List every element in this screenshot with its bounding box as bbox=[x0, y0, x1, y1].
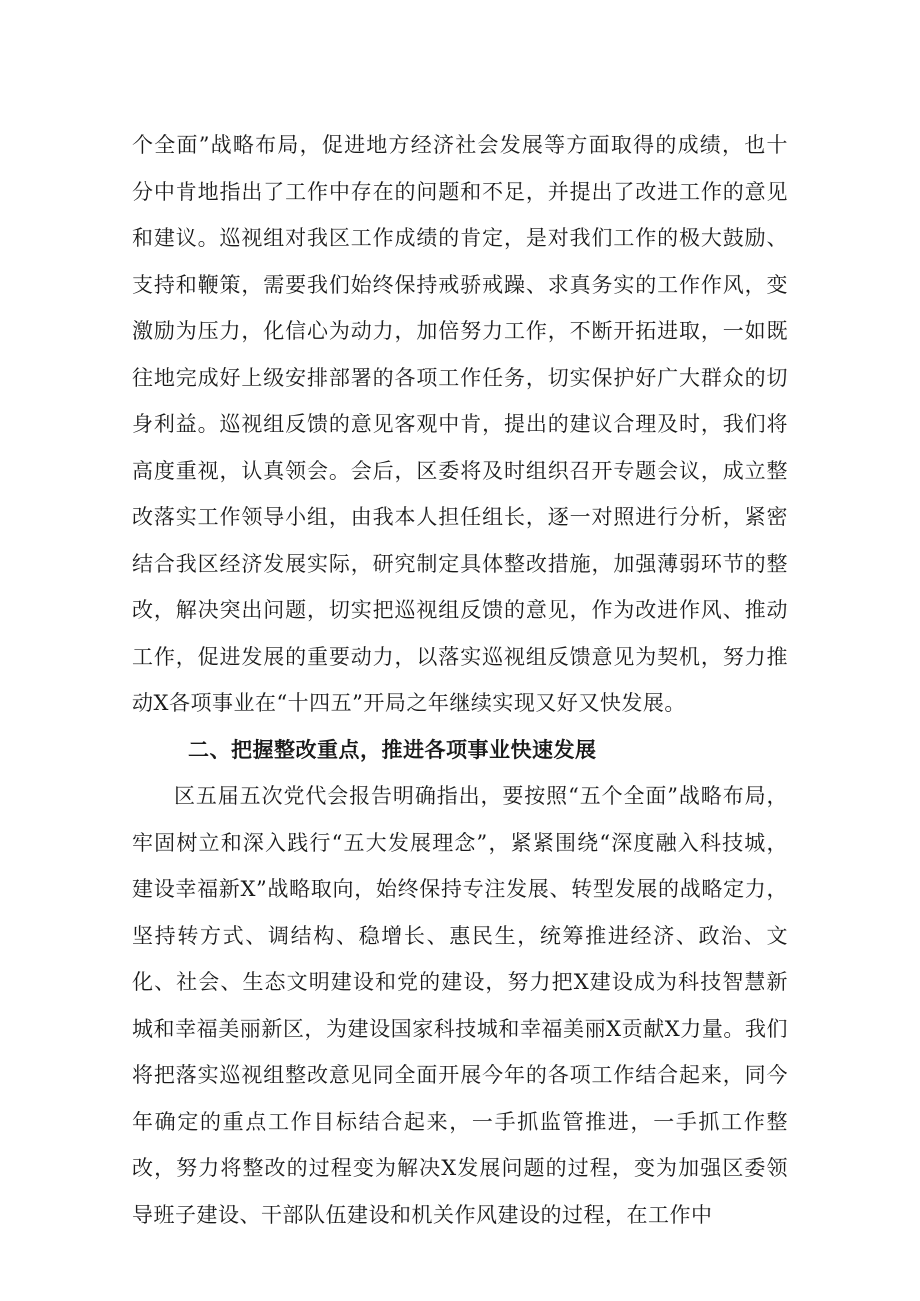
section-heading: 二、把握整改重点，推进各项事业快速发展 bbox=[188, 737, 597, 762]
paragraph-continued: 个全面”战略布局，促进地方经济社会发展等方面取得的成绩，也十分中肯地指出了工作中存在的问题和不足，并提出了改进工作的意见和建议。巡视组对我区工作成绩的肯定，是对我们工作的极大鼓励、支持和鞭策，需要我们始终保持戒骄戒躁、求真务实的工作作风，变激励为压力，化信心为动力，加倍努力工作，不断开拓进取，一如既往地完成好上级安排部署的各项工作任务，切实保护好广大群众的切身利益。巡视组反馈的意见客观中肯，提出的建议合理及时，我们将高度重视，认真领会。会后，区委将及时组织召开专题会议，成立整改落实工作领导小组，由我本人担任组长，逐一对照进行分析，紧密结合我区经济发展实际，研究制定具体整改措施，加强薄弱环节的整改，解决突出问题，切实把巡视组反馈的意见，作为改进作风、推动工作，促进发展的重要动力，以落实巡视组反馈意见为契机，努力推动X各项事业在“十四五”开局之年继续实现又好又快发展。 bbox=[132, 133, 788, 715]
paragraph-body: 区五届五次党代会报告明确指出，要按照“五个全面”战略布局，牢固树立和深入践行“五大发展理念”，紧紧围绕“深度融入科技城，建设幸福新X”战略取向，始终保持专注发展、转型发展的战略定力，坚持转方式、调结构、稳增长、惠民生，统筹推进经济、政治、文化、社会、生态文明建设和党的建设，努力把X建设成为科技智慧新城和幸福美丽新区，为建设国家科技城和幸福美丽X贡献X力量。我们将把落实巡视组整改意见同全面开展今年的各项工作结合起来，同今年确定的重点工作目标结合起来，一手抓监管推进，一手抓工作整改，努力将整改的过程变为解决X发展问题的过程，变为加强区委领导班子建设、干部队伍建设和机关作风建设的过程，在工作中 bbox=[132, 784, 788, 1227]
document-body bbox=[132, 122, 788, 1238]
